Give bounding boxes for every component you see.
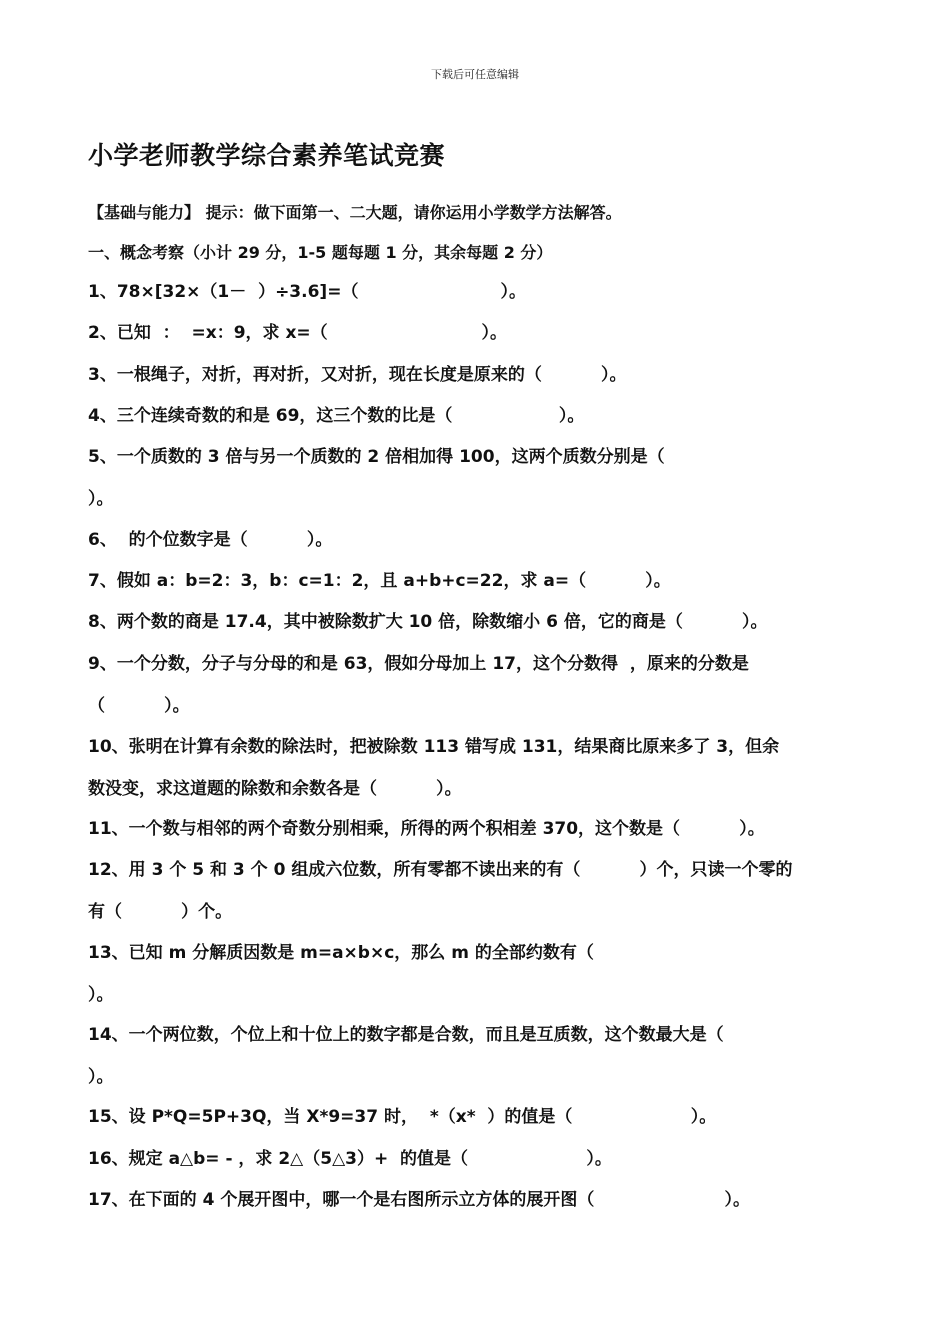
page-header: 下载后可任意编辑: [431, 68, 519, 81]
question-10-line1: 10、张明在计算有余数的除法时，把被除数 113 错写成 131，结果商比原来多了 3，但余: [88, 737, 780, 757]
question-9-line1: 9、一个分数，分子与分母的和是 63，假如分母加上 17，这个分数得 ，原来的分数是: [88, 654, 749, 674]
question-10-line2: 数没变，求这道题的除数和余数各是（ ）。: [88, 779, 462, 799]
question-15: 15、设 P*Q=5P+3Q，当 X*9=37 时， *（x* ）的值是（ ）。: [88, 1107, 717, 1127]
question-5-line2: ）。: [88, 489, 114, 509]
question-8: 8、两个数的商是 17.4，其中被除数扩大 10 倍，除数缩小 6 倍，它的商是（ ）。: [88, 612, 768, 632]
question-13-line1: 13、已知 m 分解质因数是 m=a×b×c，那么 m 的全部约数有（: [88, 943, 594, 963]
question-11: 11、一个数与相邻的两个奇数分别相乘，所得的两个积相差 370，这个数是（ ）。: [88, 819, 765, 839]
question-6: 6、 的个位数字是（ ）。: [88, 530, 333, 550]
question-14-line2: ）。: [88, 1067, 114, 1087]
question-12-line1: 12、用 3 个 5 和 3 个 0 组成六位数，所有零都不读出来的有（ ）个，只读一个零的: [88, 860, 793, 880]
question-4: 4、三个连续奇数的和是 69，这三个数的比是（ ）。: [88, 406, 585, 426]
question-1: 1、78×[32×（1－ ）÷3.6]=（ ）。: [88, 282, 526, 302]
question-13-line2: ）。: [88, 985, 114, 1005]
page-title: 小学老师教学综合素养笔试竞赛: [88, 141, 446, 170]
question-16: 16、规定 a△b= - ，求 2△（5△3）+ 的值是（ ）。: [88, 1149, 612, 1169]
intro-hint: 【基础与能力】 提示：做下面第一、二大题，请你运用小学数学方法解答。: [88, 203, 622, 222]
question-9-line2: （ ）。: [88, 696, 190, 716]
question-7: 7、假如 a：b=2：3，b：c=1：2，且 a+b+c=22，求 a=（ ）。: [88, 571, 671, 591]
question-5-line1: 5、一个质数的 3 倍与另一个质数的 2 倍相加得 100，这两个质数分别是（: [88, 447, 665, 467]
question-17: 17、在下面的 4 个展开图中，哪一个是右图所示立方体的展开图（ ）。: [88, 1190, 751, 1210]
question-3: 3、一根绳子，对折，再对折，又对折，现在长度是原来的（ ）。: [88, 365, 627, 385]
question-14-line1: 14、一个两位数，个位上和十位上的数字都是合数，而且是互质数，这个数最大是（: [88, 1025, 724, 1045]
section-heading: 一、概念考察（小计 29 分，1-5 题每题 1 分，其余每题 2 分）: [88, 243, 553, 262]
question-2: 2、已知 ： =x：9，求 x=（ ）。: [88, 323, 508, 343]
question-12-line2: 有（ ）个。: [88, 902, 233, 922]
